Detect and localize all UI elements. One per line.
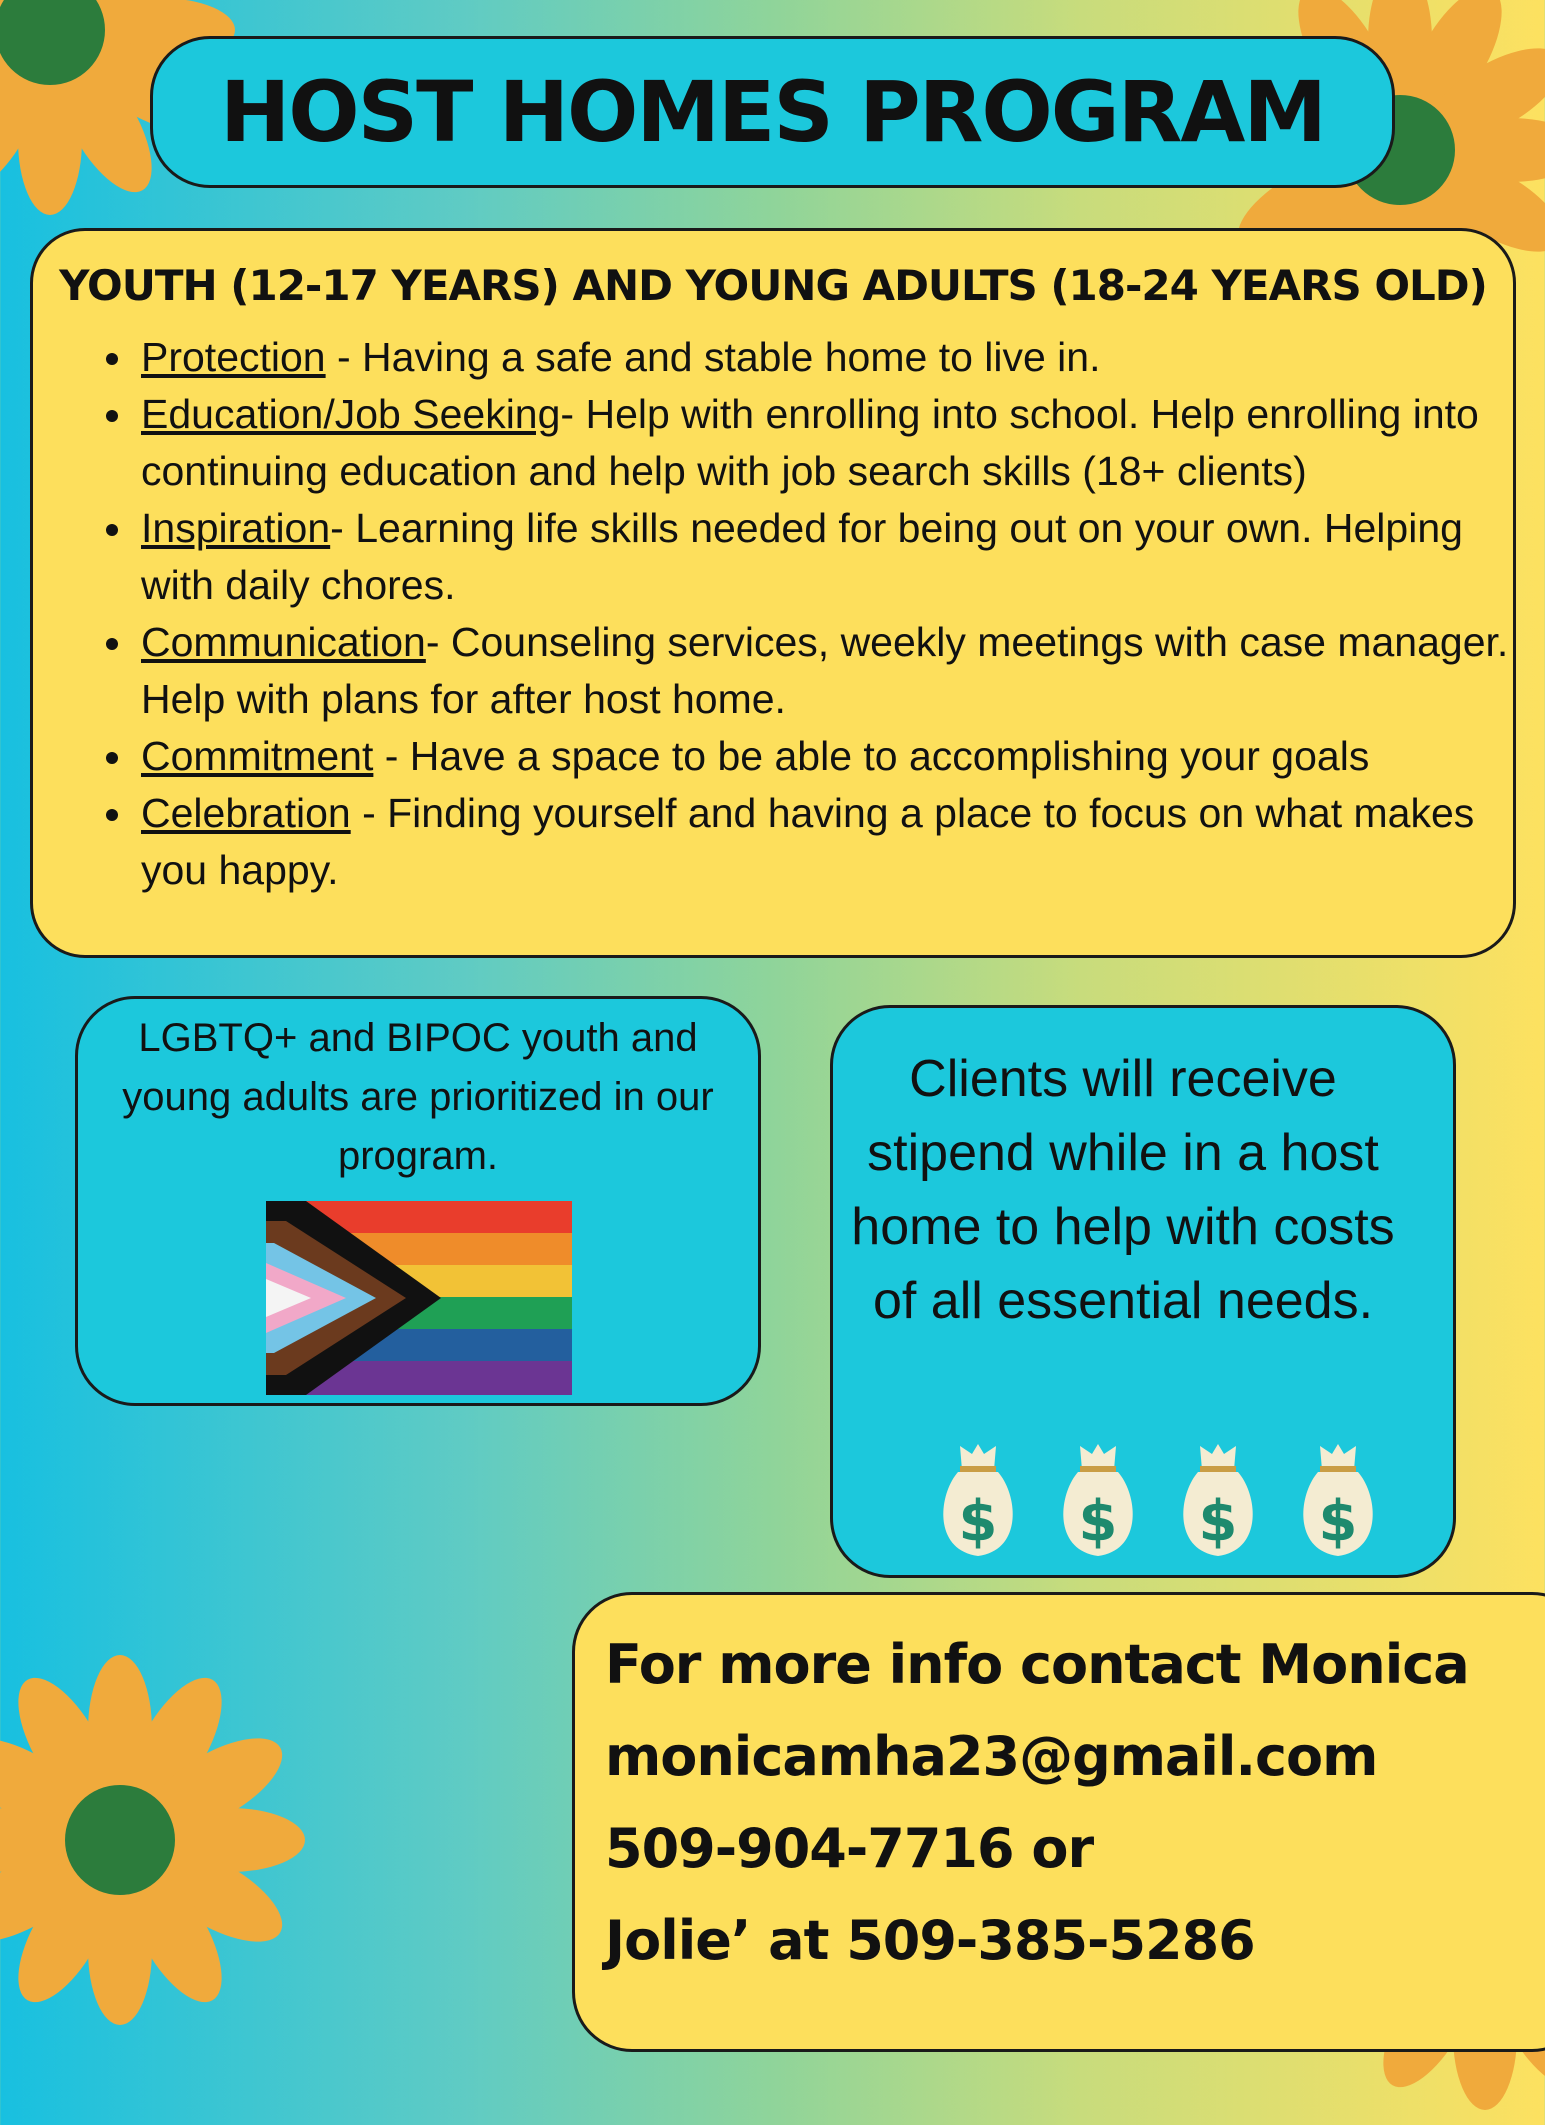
pride-flag-icon — [266, 1201, 572, 1395]
priority-panel — [75, 996, 761, 1406]
benefit-term: Celebration — [141, 790, 351, 836]
list-item — [137, 500, 1537, 614]
stipend-text: Clients will receive stipend while in a host home to help with costs of all essential needs. — [851, 1050, 1395, 1330]
list-item — [137, 329, 1537, 386]
benefit-description: - Help with enrolling into school. Help enrolling into continuing education and help with job search skills (18+ clients) — [141, 391, 1479, 494]
svg-text:$: $ — [958, 1489, 998, 1554]
age-range-heading: YOUTH (12-17 YEARS) AND YOUNG ADULTS (18-24 YEARS OLD) — [59, 261, 1487, 310]
benefit-description: - Finding yourself and having a place to focus on what makes you happy. — [141, 790, 1475, 893]
benefit-list — [107, 329, 1537, 899]
benefit-description: - Counseling services, weekly meetings with case manager. Help with plans for after host home. — [141, 619, 1509, 722]
benefit-description: - Having a safe and stable home to live in. — [325, 334, 1101, 380]
money-bag-icon — [943, 1444, 1012, 1556]
contact-intro: For more info contact Monica — [605, 1633, 1469, 1696]
page-title: HOST HOMES PROGRAM — [219, 63, 1326, 161]
benefit-description: - Have a space to be able to accomplishing your goals — [373, 733, 1370, 779]
contact-panel — [572, 1592, 1545, 2052]
money-bag-icon — [1303, 1444, 1372, 1556]
priority-text: LGBTQ+ and BIPOC youth and young adults are prioritized in our program. — [122, 1016, 714, 1178]
list-item — [137, 785, 1537, 899]
list-item — [137, 386, 1537, 500]
contact-email[interactable]: monicamha23@gmail.com — [605, 1725, 1378, 1788]
svg-text:$: $ — [1078, 1489, 1118, 1554]
money-bag-icon — [1063, 1444, 1132, 1556]
contact-phone-jolie[interactable]: Jolie’ at 509-385-5286 — [605, 1909, 1255, 1972]
svg-text:$: $ — [1318, 1489, 1358, 1554]
title-banner — [150, 36, 1395, 188]
benefit-term: Inspiration — [141, 505, 331, 551]
benefit-term: Protection — [141, 334, 326, 380]
list-item — [137, 728, 1537, 785]
list-item — [137, 614, 1537, 728]
benefit-description: - Learning life skills needed for being out on your own. Helping with daily chores. — [141, 505, 1463, 608]
benefit-term: Commitment — [141, 733, 374, 779]
stipend-panel — [830, 1005, 1456, 1578]
benefit-term: Communication — [141, 619, 426, 665]
program-details-panel — [30, 228, 1516, 958]
svg-text:$: $ — [1198, 1489, 1238, 1554]
flower-icon-bottom-left — [0, 1640, 320, 2040]
benefit-term: Education/Job Seeking — [141, 391, 561, 437]
money-bag-icon — [1183, 1444, 1252, 1556]
contact-phone-monica[interactable]: 509-904-7716 or — [605, 1817, 1094, 1880]
